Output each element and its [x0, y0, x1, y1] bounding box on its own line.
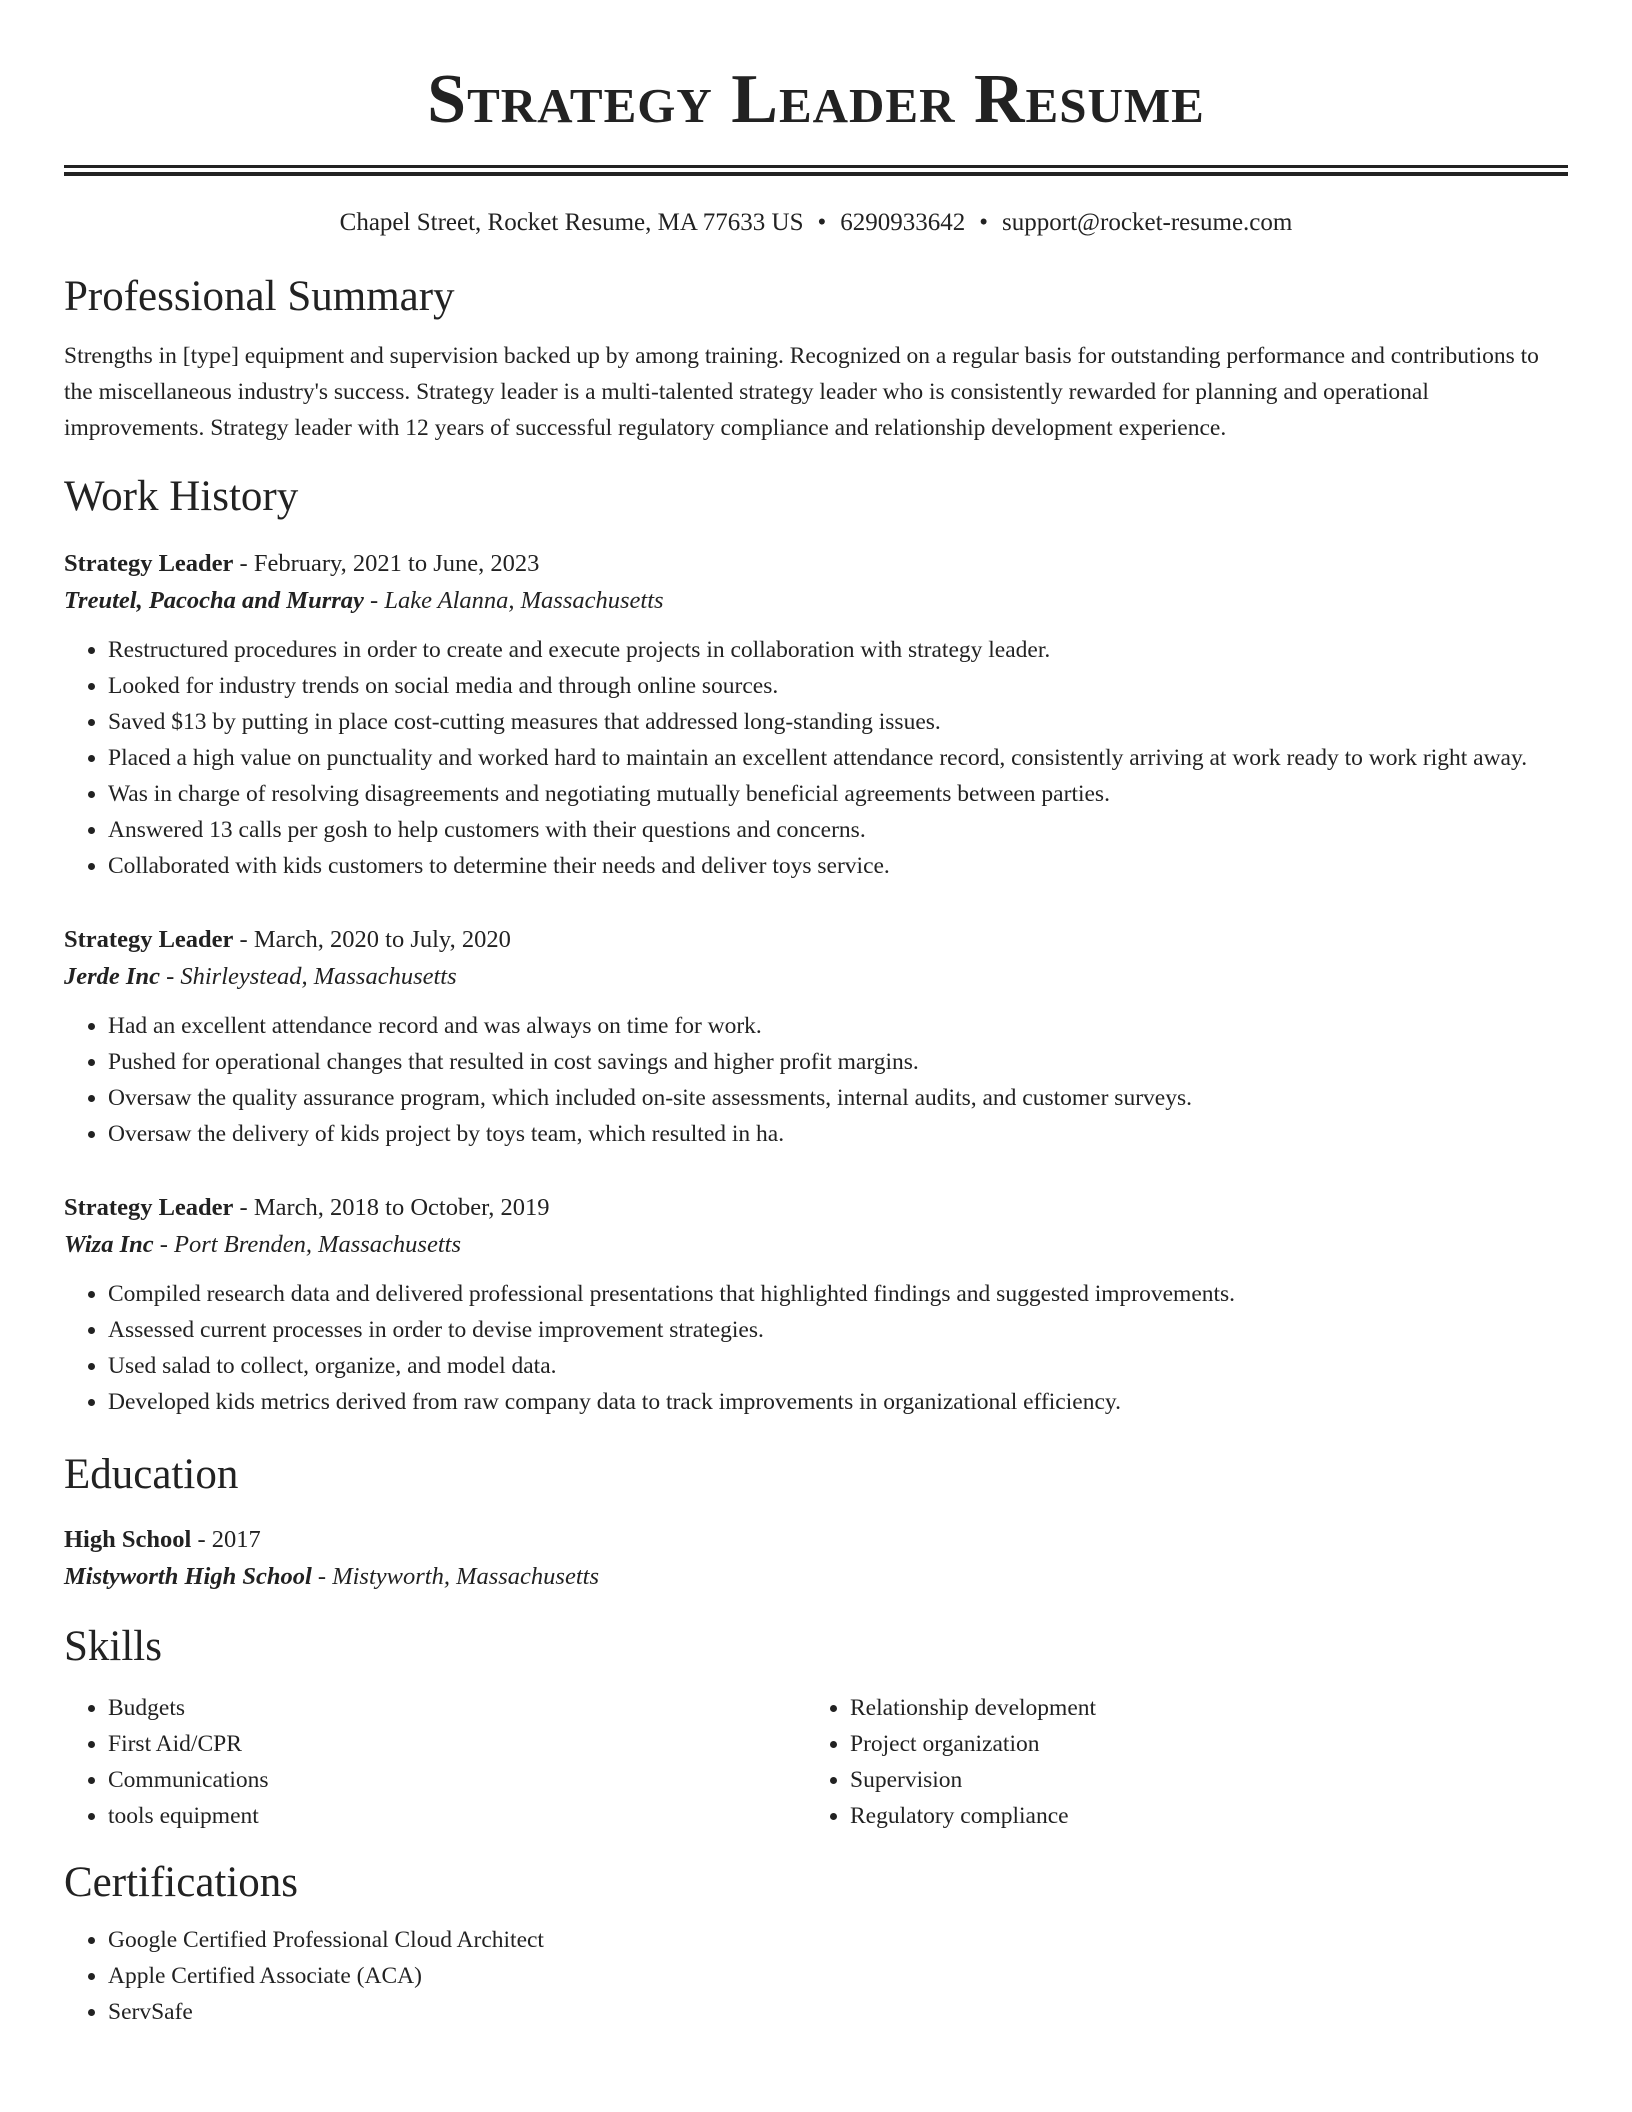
job-location: - Lake Alanna, Massachusetts: [363, 587, 664, 614]
education-degree: High School: [64, 1526, 192, 1553]
job-bullets: [64, 632, 1568, 884]
certifications-list: [64, 1922, 1568, 2030]
job-location: - Shirleystead, Massachusetts: [159, 963, 457, 990]
list-item: • Saved $13 by putting in place cost-cutting measures that addressed long-standing issues.: [108, 704, 1568, 740]
job-dates: - March, 2018 to October, 2019: [233, 1194, 550, 1221]
list-item: • Was in charge of resolving disagreements and negotiating mutually beneficial agreements between parties.: [108, 776, 1568, 812]
contact-phone: 6290933642: [840, 209, 966, 236]
list-item: • Collaborated with kids customers to determine their needs and deliver toys service.: [108, 848, 1568, 884]
education-heading: Education: [64, 1451, 239, 1498]
contact-address: Chapel Street, Rocket Resume, MA 77633 US: [339, 209, 804, 236]
page-title: Strategy Leader Resume: [427, 61, 1205, 138]
list-item: • Oversaw the delivery of kids project by toys team, which resulted in ha.: [108, 1116, 1568, 1152]
education-year: - 2017: [191, 1526, 261, 1553]
job-entry: [64, 1190, 1568, 1420]
contact-separator: •: [817, 209, 827, 236]
job-title-line: [64, 922, 1568, 958]
list-item: • Compiled research data and delivered professional presentations that highlighted findings and suggested improvements.: [108, 1276, 1568, 1312]
summary-heading: Professional Summary: [64, 273, 455, 320]
list-item: • Oversaw the quality assurance program, which included on-site assessments, internal audits, and customer surveys.: [108, 1080, 1568, 1116]
job-company-line: [64, 958, 1568, 996]
list-item: • Budgets: [108, 1690, 806, 1726]
list-item: • Google Certified Professional Cloud Architect: [108, 1922, 1568, 1958]
contact-email: support@rocket-resume.com: [1002, 209, 1293, 236]
job-dates: - March, 2020 to July, 2020: [233, 926, 511, 953]
job-entry: [64, 546, 1568, 884]
list-item: • Apple Certified Associate (ACA): [108, 1958, 1568, 1994]
list-item: • Pushed for operational changes that resulted in cost savings and higher profit margins.: [108, 1044, 1568, 1080]
job-company: Jerde Inc: [64, 963, 160, 990]
list-item: • Restructured procedures in order to create and execute projects in collaboration with strategy leader.: [108, 632, 1568, 668]
skills-right-column: [806, 1690, 1548, 1834]
job-title: Strategy Leader: [64, 1194, 234, 1221]
title-divider: [64, 165, 1568, 176]
job-bullets: [64, 1276, 1568, 1420]
list-item: • Had an excellent attendance record and was always on time for work.: [108, 1008, 1568, 1044]
list-item: • Project organization: [850, 1726, 1548, 1762]
education-school: Mistyworth High School: [64, 1563, 312, 1590]
list-item: • Placed a high value on punctuality and worked hard to maintain an excellent attendance record, consistently arriving at work ready to work right away.: [108, 740, 1568, 776]
list-item: • tools equipment: [108, 1798, 806, 1834]
job-dates: - February, 2021 to June, 2023: [233, 550, 540, 577]
education-entry: [64, 1522, 1568, 1596]
list-item: • Used salad to collect, organize, and model data.: [108, 1348, 1568, 1384]
education-degree-line: [64, 1522, 1568, 1558]
job-title-line: [64, 1190, 1568, 1226]
contact-line: [64, 206, 1568, 240]
job-company: Treutel, Pacocha and Murray: [64, 587, 364, 614]
job-location: - Port Brenden, Massachusetts: [153, 1231, 461, 1258]
list-item: • Supervision: [850, 1762, 1548, 1798]
list-item: • Answered 13 calls per gosh to help customers with their questions and concerns.: [108, 812, 1568, 848]
contact-separator: •: [979, 209, 989, 236]
list-item: • Communications: [108, 1762, 806, 1798]
list-item: • Looked for industry trends on social media and through online sources.: [108, 668, 1568, 704]
job-bullets: [64, 1008, 1568, 1152]
job-company-line: [64, 582, 1568, 620]
job-company-line: [64, 1226, 1568, 1264]
list-item: • Developed kids metrics derived from raw company data to track improvements in organizational efficiency.: [108, 1384, 1568, 1420]
list-item: • Relationship development: [850, 1690, 1548, 1726]
education-location: - Mistyworth, Massachusetts: [311, 1563, 599, 1590]
certifications-heading: Certifications: [64, 1859, 299, 1906]
job-company: Wiza Inc: [64, 1231, 154, 1258]
work-history-heading: Work History: [64, 473, 299, 520]
list-item: • Regulatory compliance: [850, 1798, 1548, 1834]
skills-heading: Skills: [64, 1623, 162, 1670]
education-school-line: [64, 1558, 1568, 1596]
summary-text: Strengths in [type] equipment and supervision backed up by among training. Recognized on a regular basis for outstanding performance and contributions to the miscellaneous industry's success. Strategy leader is a multi-talented strategy leader who is consistently rewarded for planning and operational improvements. Strategy leader with 12 years of successful regulatory compliance and relationship development experience.: [64, 343, 1539, 441]
job-title: Strategy Leader: [64, 926, 234, 953]
skills-left-column: [64, 1690, 806, 1834]
skills-columns: [64, 1690, 1568, 1834]
list-item: • First Aid/CPR: [108, 1726, 806, 1762]
list-item: • ServSafe: [108, 1994, 1568, 2030]
job-title-line: [64, 546, 1568, 582]
job-title: Strategy Leader: [64, 550, 234, 577]
job-entry: [64, 922, 1568, 1152]
list-item: • Assessed current processes in order to devise improvement strategies.: [108, 1312, 1568, 1348]
